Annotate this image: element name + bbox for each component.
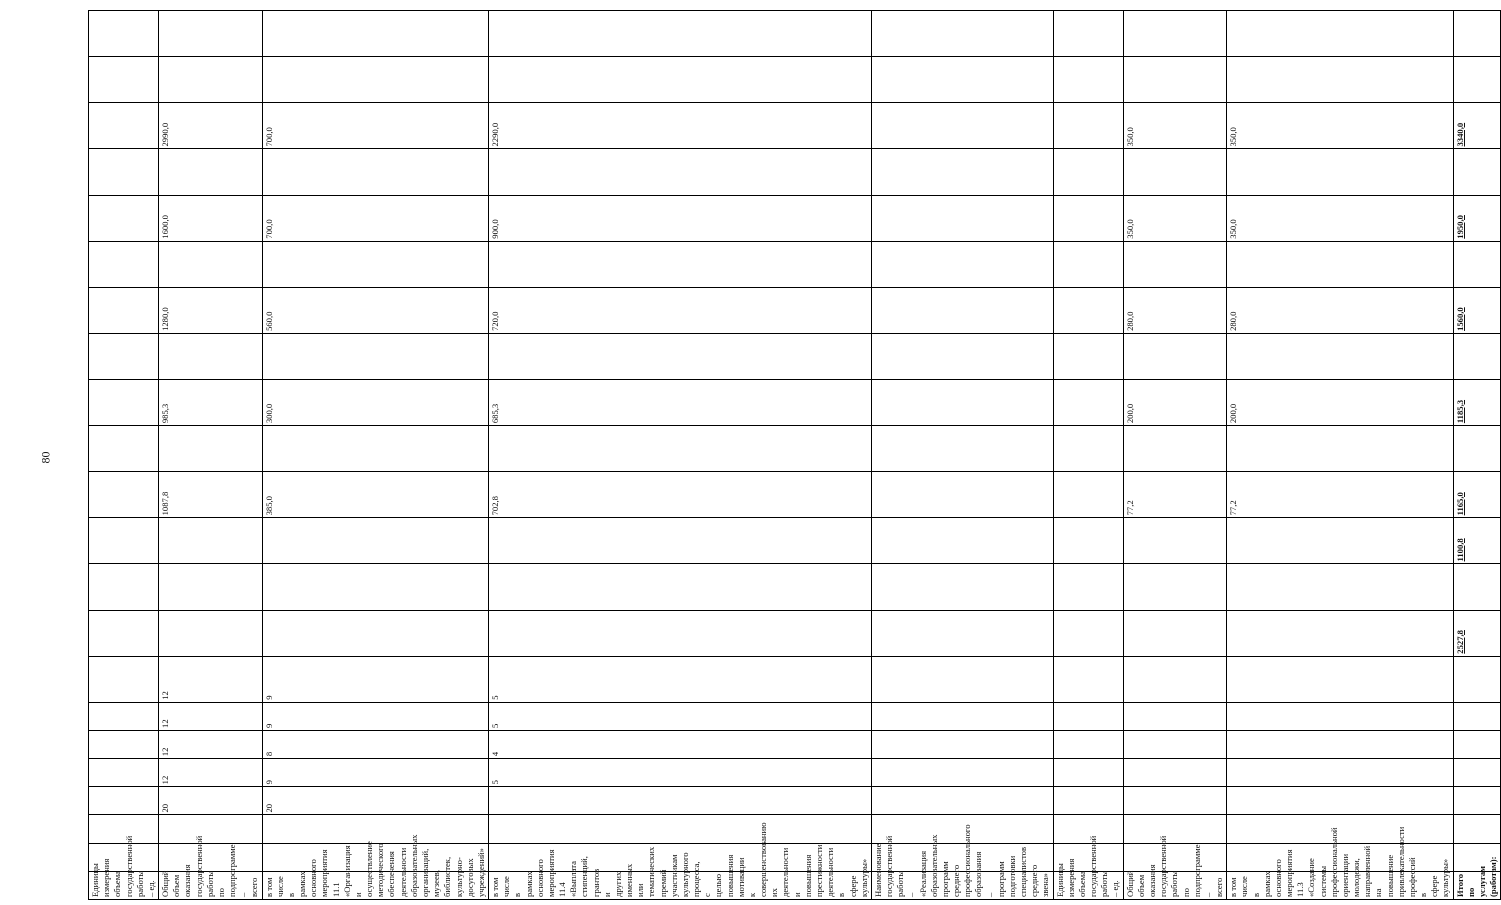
table-cell: 5: [489, 656, 872, 702]
table-cell: [159, 518, 263, 564]
page-number: 80: [38, 451, 53, 464]
total-value: 1100,8: [1454, 538, 1465, 562]
table-cell: 720,0: [489, 287, 872, 333]
table-cell: [1053, 287, 1123, 333]
table-row-units2: [1053, 11, 1123, 900]
total-value: 1185,3: [1454, 399, 1465, 424]
table-row-volume1: [159, 11, 263, 900]
table-cell: [262, 518, 488, 564]
row-label: Единицы измерения объема государственной работы – ед.: [89, 871, 159, 899]
table-cell: 200,0: [1123, 380, 1227, 426]
table-row-units1: [89, 11, 159, 900]
table-cell: [489, 333, 872, 379]
table-cell: 700,0: [262, 195, 488, 241]
table-cell: [871, 103, 1053, 149]
table-cell: [262, 57, 488, 103]
table-cell: 2290,0: [489, 103, 872, 149]
table-cell: [262, 815, 488, 843]
table-cell: [89, 610, 159, 656]
table-cell: [1227, 759, 1453, 787]
table-cell: 700,0: [262, 103, 488, 149]
table-cell: [1053, 57, 1123, 103]
table-cell: 350,0: [1123, 103, 1227, 149]
table-cell: [871, 564, 1053, 610]
table-cell: [89, 472, 159, 518]
table-cell: [1053, 149, 1123, 195]
table-cell: 9: [262, 759, 488, 787]
row-label: Единицы измерения объема государственной работы – ед.: [1053, 871, 1123, 899]
table-cell: [1123, 610, 1227, 656]
table-cell: [1123, 702, 1227, 730]
table-cell: [262, 564, 488, 610]
table-cell: [159, 843, 263, 871]
table-cell: [1053, 702, 1123, 730]
table-cell: [489, 815, 872, 843]
row-label: Общий объем оказания государственной работы по подпрограмме – всего: [159, 871, 263, 899]
table-cell: [89, 787, 159, 815]
table-cell: [262, 426, 488, 472]
table-cell: [489, 241, 872, 287]
table-cell: [1053, 195, 1123, 241]
table-cell: [1123, 426, 1227, 472]
table-cell: [1123, 759, 1227, 787]
table-cell: 350,0: [1227, 103, 1453, 149]
table-cell: [1053, 241, 1123, 287]
table-cell: [871, 787, 1053, 815]
table-cell: [89, 241, 159, 287]
table-cell: 1280,0: [159, 287, 263, 333]
table-cell: [1227, 702, 1453, 730]
table-cell: [489, 564, 872, 610]
table-cell: [159, 564, 263, 610]
table-cell: 200,0: [1227, 380, 1453, 426]
table-cell: [1123, 787, 1227, 815]
table-cell: [89, 333, 159, 379]
table-cell: [262, 11, 488, 57]
table-cell: [871, 426, 1053, 472]
table-cell: [1453, 333, 1501, 379]
table-cell: [871, 333, 1053, 379]
table-cell: [89, 57, 159, 103]
table-cell: 2990,0: [159, 103, 263, 149]
table-cell: [1227, 518, 1453, 564]
table-cell: [1053, 730, 1123, 758]
table-cell: [89, 103, 159, 149]
table-row-measure114: [489, 11, 872, 900]
row-label: Итого по услугам (работам):: [1453, 871, 1501, 899]
table-cell: [1227, 787, 1453, 815]
table-cell: [871, 656, 1053, 702]
table-cell: [1053, 472, 1123, 518]
table-cell: 12: [159, 759, 263, 787]
table-cell: [489, 149, 872, 195]
table-cell: [489, 787, 872, 815]
table-cell: [1123, 815, 1227, 843]
table-cell: [871, 149, 1053, 195]
table-cell: [1453, 610, 1501, 656]
table-cell: [1453, 149, 1501, 195]
table-cell: [489, 518, 872, 564]
table-cell: [1053, 518, 1123, 564]
table-cell: 77,2: [1123, 472, 1227, 518]
row-label: Наименование государственной работы – «Реализация образовательных программ среднего профессионального образования – программ подготовки специалистов среднего звена»: [871, 871, 1053, 899]
table-cell: [1227, 426, 1453, 472]
table-cell: [1453, 518, 1501, 564]
table-cell: 1600,0: [159, 195, 263, 241]
table-cell: [1053, 656, 1123, 702]
table-cell: [89, 287, 159, 333]
table-cell: 20: [262, 787, 488, 815]
table-cell: 12: [159, 702, 263, 730]
table-cell: 12: [159, 656, 263, 702]
row-label: в том числе в рамках основного мероприятия 11.4 «Выплата стипендий, грантов и других именных или тематических премий участникам культурного процесса, с целью повышения мотивации к совершенствованию их деятельности и повышения престижности деятельности в сфере культуры»: [489, 871, 872, 899]
table-cell: 20: [159, 787, 263, 815]
table-cell: [89, 730, 159, 758]
table-cell: [1123, 843, 1227, 871]
table-cell: [1053, 11, 1123, 57]
table-cell: [89, 149, 159, 195]
total-value: 2527,8: [1454, 630, 1465, 654]
table-cell: [1123, 149, 1227, 195]
table-cell: [1453, 426, 1501, 472]
table-cell: [1227, 11, 1453, 57]
table-row-measure113: [1227, 11, 1453, 900]
table-cell: [1453, 759, 1501, 787]
table-cell: [1227, 241, 1453, 287]
table-cell: 385,0: [262, 472, 488, 518]
table-cell: [262, 610, 488, 656]
table-cell: [871, 759, 1053, 787]
table-cell: [1053, 380, 1123, 426]
table-cell: [871, 702, 1053, 730]
table-cell: [871, 518, 1053, 564]
table-cell: [871, 11, 1053, 57]
table-cell: [1453, 702, 1501, 730]
table-cell: [871, 287, 1053, 333]
rotated-table-container: [88, 10, 1499, 900]
table-cell: [1227, 610, 1453, 656]
table-cell: [1123, 730, 1227, 758]
table-cell: 9: [262, 702, 488, 730]
table-cell: 702,8: [489, 472, 872, 518]
table-cell: 900,0: [489, 195, 872, 241]
table-cell: 4: [489, 730, 872, 758]
table-cell: [159, 426, 263, 472]
table-cell: 300,0: [262, 380, 488, 426]
table-cell: [871, 57, 1053, 103]
table-cell: [1453, 57, 1501, 103]
table-cell: 350,0: [1123, 195, 1227, 241]
table-cell: [489, 57, 872, 103]
table-cell: [1123, 333, 1227, 379]
table-cell: 5: [489, 759, 872, 787]
table-cell: [871, 380, 1053, 426]
total-value: 1560,0: [1454, 307, 1465, 331]
table-cell: [89, 518, 159, 564]
table-cell: 280,0: [1123, 287, 1227, 333]
table-cell: [1123, 518, 1227, 564]
table-cell: [1453, 472, 1501, 518]
table-cell: [1053, 610, 1123, 656]
table-cell: 560,0: [262, 287, 488, 333]
table-row-name2: [871, 11, 1053, 900]
data-table-sheet: [88, 10, 1499, 900]
table-cell: [262, 333, 488, 379]
table-cell: [1227, 57, 1453, 103]
table-cell: [1453, 11, 1501, 57]
table-cell: 350,0: [1227, 195, 1453, 241]
table-cell: 280,0: [1227, 287, 1453, 333]
table-cell: [89, 380, 159, 426]
table-cell: [89, 656, 159, 702]
row-label: в том числе в рамках основного мероприятия 11.1 «Организация и осуществление методического обеспечения деятельности образовательных организаций, музеев, библиотек, культурно-досуговых учреждений»: [262, 871, 488, 899]
total-value: 1950,0: [1454, 215, 1465, 239]
table-cell: [1227, 564, 1453, 610]
table-cell: [1227, 730, 1453, 758]
table-cell: [1053, 787, 1123, 815]
table-cell: [159, 241, 263, 287]
table-cell: 9: [262, 656, 488, 702]
row-label: Общий объем оказания государственной работы по подпрограмме – всего: [1123, 871, 1227, 899]
table-cell: [1227, 656, 1453, 702]
table-cell: [159, 149, 263, 195]
table-cell: [1227, 333, 1453, 379]
table-cell: [1453, 787, 1501, 815]
table-cell: [89, 702, 159, 730]
table-cell: [159, 610, 263, 656]
table-cell: [262, 149, 488, 195]
table-cell: [1123, 57, 1227, 103]
table-cell: [1453, 380, 1501, 426]
table-cell: [159, 57, 263, 103]
table-row-measure111: [262, 11, 488, 900]
table-cell: [871, 195, 1053, 241]
table-cell: [1453, 195, 1501, 241]
table-cell: [871, 472, 1053, 518]
table-cell: [1227, 815, 1453, 843]
table-row-volume2: [1123, 11, 1227, 900]
table-cell: 1087,8: [159, 472, 263, 518]
table-cell: [1053, 759, 1123, 787]
table-cell: [1453, 815, 1501, 843]
table-cell: [1453, 656, 1501, 702]
table-cell: [489, 610, 872, 656]
table-cell: 77,2: [1227, 472, 1453, 518]
table-cell: [1453, 564, 1501, 610]
table-cell: [489, 11, 872, 57]
table-row-total: [1453, 11, 1501, 900]
table-cell: [1053, 103, 1123, 149]
services-table: [88, 10, 1501, 900]
table-cell: [1053, 564, 1123, 610]
table-cell: [1053, 426, 1123, 472]
table-cell: [871, 610, 1053, 656]
table-cell: 12: [159, 730, 263, 758]
table-cell: [1453, 730, 1501, 758]
table-cell: [1123, 564, 1227, 610]
table-cell: 5: [489, 702, 872, 730]
table-cell: [1053, 333, 1123, 379]
table-cell: [489, 426, 872, 472]
table-cell: [89, 11, 159, 57]
row-label: в том числе в рамках основного мероприятия 11.3 «Создание системы профессиональной ориентации молодежи, направленной на повышение привлекательности профессий в сфере культуры»: [1227, 871, 1453, 899]
table-cell: [1123, 656, 1227, 702]
total-value: 3340,0: [1454, 122, 1465, 147]
table-cell: [871, 730, 1053, 758]
table-cell: [89, 426, 159, 472]
table-cell: [159, 815, 263, 843]
table-cell: [262, 241, 488, 287]
table-cell: [89, 564, 159, 610]
table-cell: [1123, 241, 1227, 287]
table-cell: 8: [262, 730, 488, 758]
table-cell: 985,3: [159, 380, 263, 426]
table-cell: 685,3: [489, 380, 872, 426]
table-cell: [871, 241, 1053, 287]
table-cell: [1227, 149, 1453, 195]
table-cell: [1453, 103, 1501, 149]
table-cell: [159, 11, 263, 57]
total-value: 1165,0: [1454, 492, 1465, 516]
table-cell: [89, 195, 159, 241]
table-cell: [89, 759, 159, 787]
table-cell: [1453, 287, 1501, 333]
table-cell: [1123, 11, 1227, 57]
table-cell: [159, 333, 263, 379]
table-cell: [1453, 241, 1501, 287]
